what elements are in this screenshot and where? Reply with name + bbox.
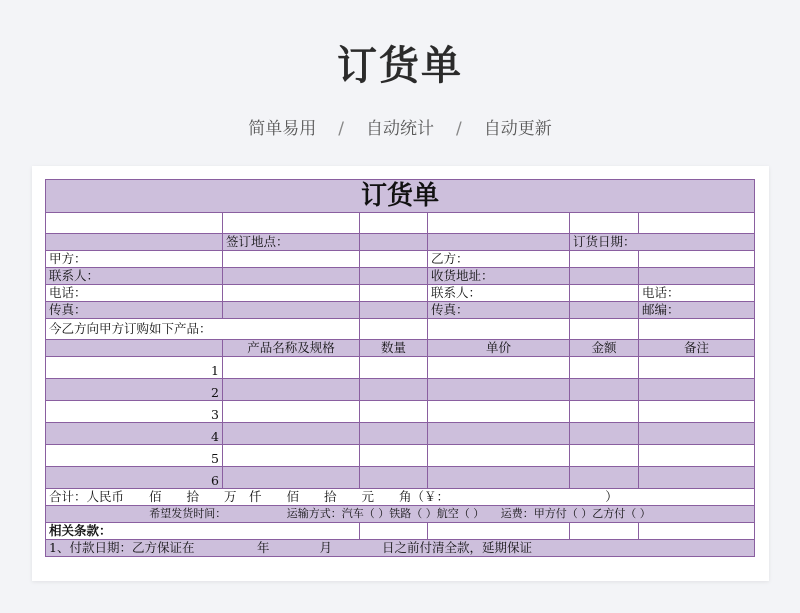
- cell[interactable]: [639, 268, 755, 285]
- cell[interactable]: [639, 357, 755, 379]
- sheet-title: 订货单: [46, 180, 755, 213]
- header-quantity: 数量: [360, 340, 428, 357]
- term-payment-date: 1、付款日期：乙方保证在 年 月 日之前付清全款，延期保证: [46, 540, 755, 557]
- cell[interactable]: [639, 319, 755, 340]
- fax-b-label: 传真：: [428, 302, 570, 319]
- cell[interactable]: [360, 251, 428, 268]
- cell[interactable]: [570, 379, 639, 401]
- cell[interactable]: [639, 423, 755, 445]
- delivery-address-label: 收货地址：: [428, 268, 570, 285]
- cell[interactable]: [570, 401, 639, 423]
- cell[interactable]: [223, 285, 360, 302]
- cell[interactable]: [223, 302, 360, 319]
- row-number: 1: [46, 357, 223, 379]
- sign-place-value[interactable]: [360, 234, 428, 251]
- cell[interactable]: [223, 357, 360, 379]
- cell[interactable]: [360, 302, 428, 319]
- cell[interactable]: [570, 423, 639, 445]
- postcode-label: 邮编：: [639, 302, 755, 319]
- cell[interactable]: [360, 401, 428, 423]
- cell[interactable]: [360, 379, 428, 401]
- cell[interactable]: [223, 467, 360, 489]
- cell[interactable]: [570, 213, 639, 234]
- table-row: [46, 401, 755, 423]
- cell[interactable]: [223, 423, 360, 445]
- total-amount-line: 合计：人民币 佰 拾 万 仟 佰 拾 元 角（￥： ）: [46, 489, 755, 506]
- cell[interactable]: [570, 251, 639, 268]
- header-product-name: 产品名称及规格: [223, 340, 360, 357]
- party-a-label: 甲方：: [46, 251, 223, 268]
- tagline-item-easy: 简单易用: [248, 119, 317, 139]
- cell[interactable]: [360, 423, 428, 445]
- cell[interactable]: [570, 357, 639, 379]
- party-b-label: 乙方：: [428, 251, 570, 268]
- cell[interactable]: [639, 379, 755, 401]
- spreadsheet-preview: [32, 166, 769, 581]
- cell[interactable]: [570, 319, 639, 340]
- page-title: 订货单: [337, 43, 463, 89]
- cell[interactable]: [428, 467, 570, 489]
- table-row: [46, 423, 755, 445]
- cell[interactable]: [360, 319, 428, 340]
- row-number: 5: [46, 445, 223, 467]
- table-row: [46, 445, 755, 467]
- cell[interactable]: [428, 523, 570, 540]
- shipping-line: 希望发货时间： 运输方式：汽车（ ）铁路（ ）航空（ ） 运费：甲方付（ ）乙方付（ ）: [46, 506, 755, 523]
- cell[interactable]: [223, 251, 360, 268]
- tagline: [0, 114, 800, 139]
- table-row: [46, 379, 755, 401]
- cell[interactable]: [428, 379, 570, 401]
- tagline-item-auto-update: 自动更新: [483, 119, 552, 139]
- cell[interactable]: [46, 213, 223, 234]
- row-number: 2: [46, 379, 223, 401]
- contact-a-label: 联系人：: [46, 268, 223, 285]
- phone-a-label: 电话：: [46, 285, 223, 302]
- cell[interactable]: [428, 319, 570, 340]
- order-form-table: [45, 179, 755, 557]
- cell[interactable]: [223, 379, 360, 401]
- cell[interactable]: [570, 445, 639, 467]
- header-index: [46, 340, 223, 357]
- sign-place-label: 签订地点：: [223, 234, 360, 251]
- phone-b-label: 电话：: [639, 285, 755, 302]
- cell[interactable]: [428, 234, 570, 251]
- header-unit-price: 单价: [428, 340, 570, 357]
- cell[interactable]: [428, 357, 570, 379]
- contact-b-label: 联系人：: [428, 285, 570, 302]
- row-number: 6: [46, 467, 223, 489]
- cell[interactable]: [639, 401, 755, 423]
- cell[interactable]: [223, 213, 360, 234]
- row-number: 3: [46, 401, 223, 423]
- cell[interactable]: [570, 268, 639, 285]
- cell[interactable]: [360, 523, 428, 540]
- order-intro: 今乙方向甲方订购如下产品：: [46, 319, 360, 340]
- cell[interactable]: [570, 302, 639, 319]
- cell[interactable]: [223, 268, 360, 285]
- tagline-item-auto-stats: 自动统计: [366, 119, 434, 139]
- header-remarks: 备注: [639, 340, 755, 357]
- cell[interactable]: [360, 268, 428, 285]
- order-date-label: 订货日期：: [570, 234, 755, 251]
- cell[interactable]: [360, 285, 428, 302]
- tagline-separator: /: [456, 119, 462, 139]
- cell[interactable]: [360, 467, 428, 489]
- cell[interactable]: [639, 467, 755, 489]
- cell[interactable]: [570, 467, 639, 489]
- cell[interactable]: [428, 423, 570, 445]
- cell[interactable]: [428, 213, 570, 234]
- cell[interactable]: [428, 445, 570, 467]
- table-row: [46, 467, 755, 489]
- cell[interactable]: [223, 401, 360, 423]
- row-number: 4: [46, 423, 223, 445]
- order-form-sheet: [45, 179, 754, 557]
- header-amount: 金额: [570, 340, 639, 357]
- table-row: [46, 357, 755, 379]
- cell[interactable]: [570, 523, 639, 540]
- cell[interactable]: [360, 445, 428, 467]
- fax-a-label: 传真：: [46, 302, 223, 319]
- cell[interactable]: [360, 357, 428, 379]
- cell[interactable]: [428, 401, 570, 423]
- cell[interactable]: [639, 251, 755, 268]
- cell[interactable]: [360, 213, 428, 234]
- terms-title: 相关条款：: [46, 523, 360, 540]
- cell[interactable]: [639, 445, 755, 467]
- cell[interactable]: [639, 213, 755, 234]
- tagline-separator: /: [338, 119, 344, 139]
- cell[interactable]: [570, 285, 639, 302]
- cell[interactable]: [223, 445, 360, 467]
- cell[interactable]: [46, 234, 223, 251]
- cell[interactable]: [639, 523, 755, 540]
